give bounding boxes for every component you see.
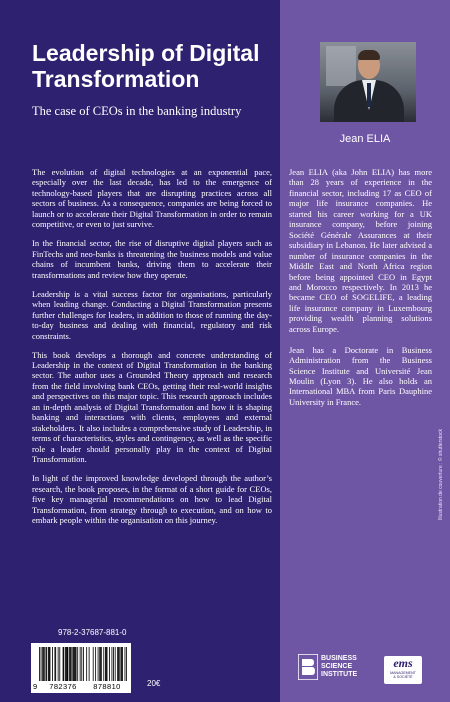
book-summary — [32, 167, 272, 534]
isbn-number: 978-2-37687-881-0 — [58, 628, 127, 637]
barcode-bar — [73, 647, 74, 681]
barcode-bar — [67, 647, 68, 681]
barcode-bar — [42, 647, 43, 681]
barcode-bar — [72, 647, 73, 681]
isbn-barcode — [31, 643, 131, 693]
barcode-bar — [63, 647, 64, 681]
cover-illustration-credit: Illustration de couverture : © shutterstock — [438, 429, 444, 520]
summary-paragraph: The evolution of digital technologies at an exponential pace, especially over the last decade, has led to the emergence of technology-based players that are disrupting practices across all sectors of business. As a consequence, companies are being forced to launch or to accelerate their Digital Transformation in order to remain competitive, or even to just survive. — [32, 167, 272, 230]
barcode-bar — [46, 647, 47, 681]
barcode-digit-group: 878810 — [93, 682, 121, 691]
partner-logo — [384, 656, 422, 684]
barcode-bar — [58, 647, 59, 681]
author-photo — [320, 42, 416, 122]
barcode-bar — [113, 647, 114, 681]
barcode-bar — [39, 647, 40, 681]
barcode-bar — [69, 647, 70, 681]
publisher-line: BUSINESS — [321, 655, 357, 662]
barcode-bar — [49, 647, 50, 681]
summary-paragraph: This book develops a thorough and concrete understanding of Leadership in the context of Digital Transformation in the banking sector. The author uses a Grounded Theory approach and research from the field involving bank CEOs, getting their real-world insights and perspectives on this major topic. This research approach includes an in-depth analysis of Digital Transformation and how it is shaping banking and interactions with clients, employees and external stakeholders. It also includes a comprehensive study of Leadership, in terms of characteristics, styles and contingency, as well as the specific role a leader should personally play in the context of Digital Transformation. — [32, 349, 272, 465]
photo-tie — [367, 83, 371, 107]
barcode-bar — [74, 647, 75, 681]
bio-paragraph: Jean ELIA (aka John ELIA) has more than 28 years of experience in the financial sector, including 17 as CEO of major life insurance companies. He started his career working for a UK insurance company, before joining Société Générale Assurances at their subsidiary in Lebanon. He later advised a number of insurance companies in the Middle East and North Africa region before being appointed CEO in Egypt and Morocco respectively. In 2013 he became CEO of SOGELIFE, a leading life insurance company in Luxembourg providing wealth planning solutions across Europe. — [289, 167, 432, 334]
barcode-bars — [39, 647, 127, 681]
barcode-bar — [54, 647, 55, 681]
barcode-bar — [86, 647, 87, 681]
barcode-bar — [52, 647, 53, 681]
barcode-bar — [105, 647, 106, 681]
barcode-bar — [95, 647, 96, 681]
summary-paragraph: In light of the improved knowledge developed through the author’s research, the book proposes, in the format of a short guide for CEOs, five key managerial recommendations on how to lead Digital Transformation, from strategy through to execution, and on how to embark people within the organisation on this journey. — [32, 473, 272, 525]
barcode-bar — [65, 647, 66, 681]
bio-paragraph: Jean has a Doctorate in Business Administration from the Business Science Institute and Université Jean Moulin (Lyon 3). He also holds an International MBA from Paris Dauphine University in France. — [289, 344, 432, 407]
author-bio — [289, 167, 432, 418]
partner-subtitle — [384, 671, 422, 680]
barcode-bar — [121, 647, 122, 681]
price-label: 20€ — [147, 679, 161, 688]
barcode-bar — [46, 647, 47, 681]
barcode-digits — [33, 682, 129, 691]
barcode-bar — [83, 647, 84, 681]
publisher-mark-icon — [298, 654, 318, 680]
summary-paragraph: In the financial sector, the rise of disruptive digital players such as FinTechs and neo-banks is threatening the business models and value chains of incumbent banks, driving them to accelerate their transformations and review how they operate. — [32, 238, 272, 280]
barcode-bar — [117, 647, 118, 681]
summary-paragraph: Leadership is a vital success factor for organisations, particularly when leading change. Conducting a Digital Transformation presents further challenges for leaders, in addition to those of running the day-to-day business and dealing with financial, regulatory and risk constraints. — [32, 288, 272, 341]
barcode-bar — [70, 647, 71, 681]
barcode-bar — [41, 647, 42, 681]
barcode-bar — [112, 647, 113, 681]
barcode-bar — [71, 647, 72, 681]
book-title-line2: Transformation — [32, 66, 200, 92]
photo-hair — [358, 50, 380, 60]
partner-line: & SOCIÉTÉ — [393, 675, 413, 680]
publisher-line: INSTITUTE — [321, 671, 358, 678]
publisher-logo — [298, 654, 374, 684]
barcode-bar — [122, 647, 123, 681]
barcode-bar — [68, 647, 69, 681]
book-title-line1: Leadership of Digital — [32, 40, 260, 66]
publisher-name — [321, 655, 377, 679]
barcode-bar — [50, 647, 51, 681]
publisher-line: SCIENCE — [321, 663, 353, 670]
book-subtitle: The case of CEOs in the banking industry — [32, 104, 242, 118]
partner-mark: ems — [393, 656, 413, 670]
barcode-bar — [99, 647, 100, 681]
barcode-bar — [126, 647, 127, 681]
barcode-bar — [118, 647, 119, 681]
barcode-bar — [109, 647, 110, 681]
barcode-bar — [75, 647, 76, 681]
author-name: Jean ELIA — [339, 133, 391, 145]
barcode-bar — [100, 647, 101, 681]
barcode-bar — [55, 647, 56, 681]
barcode-bar — [81, 647, 82, 681]
barcode-bar — [107, 647, 108, 681]
barcode-bar — [98, 647, 99, 681]
book-title — [32, 40, 272, 92]
barcode-digit-group: 782376 — [49, 682, 77, 691]
barcode-bar — [77, 647, 78, 681]
barcode-bar — [120, 647, 121, 681]
barcode-digit-group: 9 — [33, 682, 38, 691]
barcode-bar — [103, 647, 104, 681]
barcode-bar — [63, 647, 64, 681]
barcode-bar — [43, 647, 44, 681]
barcode-bar — [119, 647, 120, 681]
barcode-bar — [80, 647, 81, 681]
barcode-bar — [101, 647, 102, 681]
barcode-bar — [106, 647, 107, 681]
barcode-bar — [115, 647, 116, 681]
barcode-bar — [48, 647, 49, 681]
barcode-bar — [59, 647, 60, 681]
barcode-bar — [76, 647, 77, 681]
barcode-bar — [89, 647, 90, 681]
partner-line: MANAGEMENT — [390, 671, 416, 675]
barcode-bar — [125, 647, 126, 681]
barcode-bar — [93, 647, 94, 681]
barcode-bar — [44, 647, 45, 681]
barcode-bar — [66, 647, 67, 681]
photo-background — [326, 46, 356, 86]
